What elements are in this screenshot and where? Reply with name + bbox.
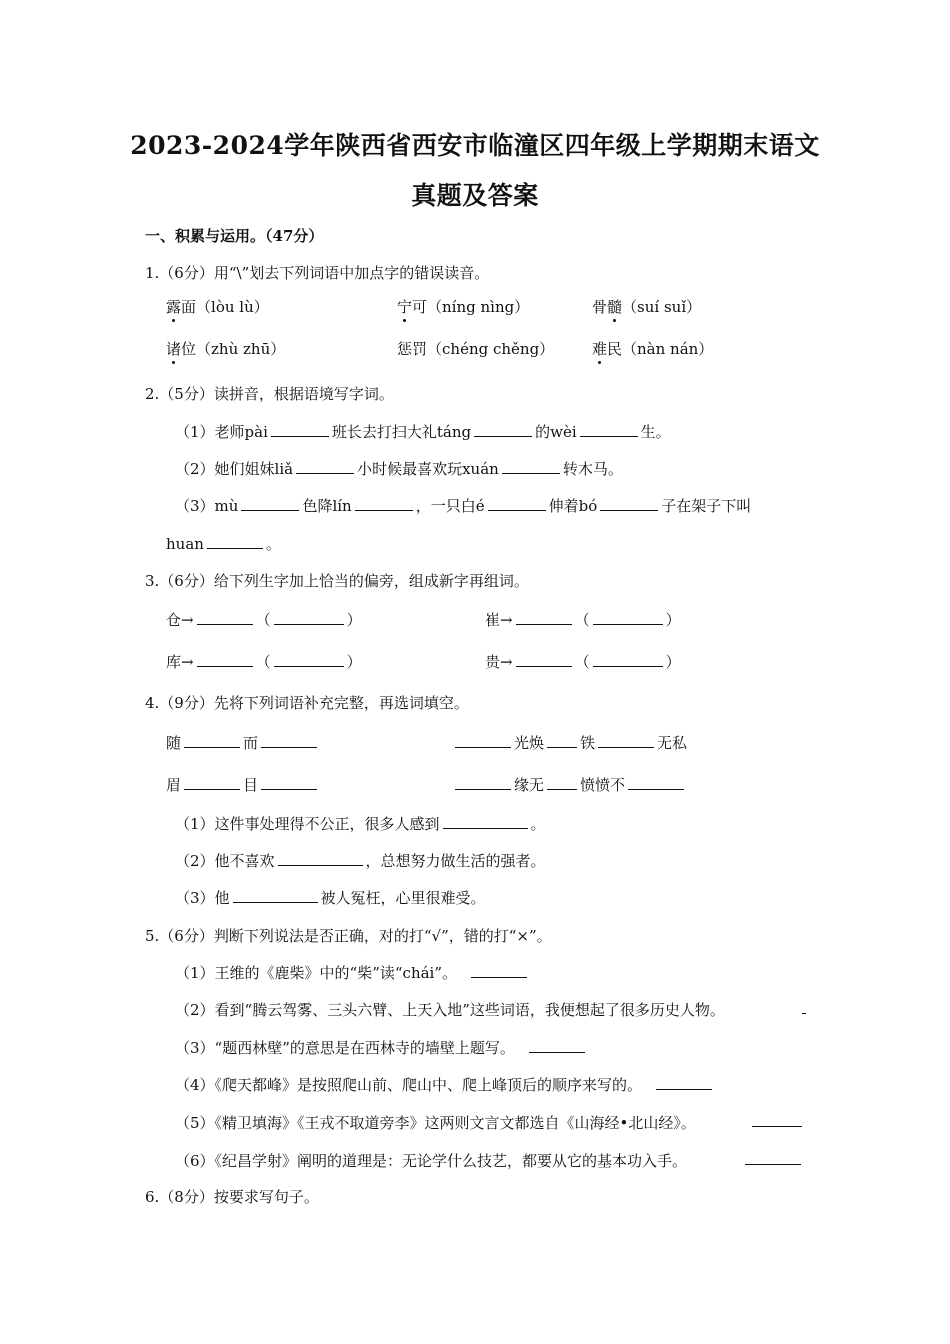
q1-item-1: 露面（lòu lù） (166, 298, 269, 316)
section-heading: 一、积累与运用。（47分） (145, 227, 324, 245)
blank[interactable] (745, 1150, 801, 1169)
question-6: 6.（8分）按要求写句子。 (145, 1188, 319, 1206)
question-4: 4.（9分）先将下列词语补充完整，再选词填空。 (145, 694, 469, 712)
blank[interactable] (197, 652, 253, 667)
page-title-line2: 真题及答案 (411, 181, 539, 210)
q1-item-4: 诸位（zhù zhū） (166, 340, 286, 358)
blank[interactable] (471, 963, 527, 978)
blank[interactable] (455, 733, 511, 748)
q1-item-6: 难民（nàn nán） (592, 340, 714, 358)
blank[interactable] (271, 422, 329, 437)
blank[interactable] (802, 999, 806, 1018)
blank[interactable] (207, 534, 263, 549)
q3-item-4: 贵→ （ ） (485, 653, 681, 671)
blank[interactable] (502, 459, 560, 474)
blank[interactable] (261, 775, 317, 790)
q4-idiom-4: 缘无 愤愤不 (452, 774, 687, 795)
blank[interactable] (455, 775, 511, 790)
blank[interactable] (547, 775, 577, 790)
blank[interactable] (628, 775, 684, 790)
q4-idiom-3: 眉 目 (166, 774, 320, 795)
q5-item-5: （5）《精卫填海》《王戎不取道旁李》这两则文言文都选自《山海经•北山经》。 (175, 1114, 696, 1132)
blank[interactable] (233, 888, 318, 903)
q2-sentence-1: （1）老师pài 班长去打扫大礼táng 的wèi 生。 (175, 423, 671, 441)
blank[interactable] (593, 652, 663, 667)
q1-item-2: 宁可（níng nìng） (397, 298, 530, 316)
blank[interactable] (274, 610, 344, 625)
q2-sentence-3: （3）mù 色降lín ，一只白é 伸着bó 子在架子下叫 (175, 497, 752, 515)
blank[interactable] (296, 459, 354, 474)
question-1: 1.（6分）用“\”划去下列词语中加点字的错误读音。 (145, 264, 490, 282)
blank[interactable] (184, 733, 240, 748)
q5-item-3: （3）“题西林壁”的意思是在西林寺的墙壁上题写。 (175, 1037, 588, 1058)
q3-item-1: 仓→ （ ） (166, 611, 362, 629)
blank[interactable] (580, 422, 638, 437)
q4-idiom-2: 光焕 铁 无私 (452, 732, 687, 753)
q5-item-1: （1）王维的《鹿柴》中的“柴”读“chái”。 (175, 962, 530, 983)
blank[interactable] (197, 610, 253, 625)
blank[interactable] (241, 496, 299, 511)
q3-item-3: 库→ （ ） (166, 653, 362, 671)
blank[interactable] (656, 1075, 712, 1090)
q4-sentence-1: （1）这件事处理得不公正，很多人感到 。 (175, 815, 546, 833)
q1-item-5: 惩罚（chéng chěng） (397, 340, 555, 358)
blank[interactable] (184, 775, 240, 790)
blank[interactable] (443, 814, 528, 829)
blank[interactable] (600, 496, 658, 511)
blank[interactable] (593, 610, 663, 625)
question-5: 5.（6分）判断下列说法是否正确，对的打“√”，错的打“×”。 (145, 927, 552, 945)
blank[interactable] (261, 733, 317, 748)
q2-sentence-3-cont: huan 。 (166, 535, 281, 553)
q3-item-2: 崔→ （ ） (485, 611, 681, 629)
blank[interactable] (752, 1112, 802, 1131)
blank[interactable] (274, 652, 344, 667)
q5-item-2: （2）看到“腾云驾雾、三头六臂、上天入地”这些词语，我便想起了很多历史人物。 (175, 1001, 725, 1019)
q5-item-6: （6）《纪昌学射》阐明的道理是：无论学什么技艺，都要从它的基本功入手。 (175, 1152, 688, 1170)
blank[interactable] (355, 496, 413, 511)
blank[interactable] (529, 1038, 585, 1053)
blank[interactable] (598, 733, 654, 748)
q4-sentence-2: （2）他不喜欢 ，总想努力做生活的强者。 (175, 852, 546, 870)
question-2: 2.（5分）读拼音，根据语境写字词。 (145, 385, 394, 403)
q1-item-3: 骨髓（suí suǐ） (592, 298, 702, 316)
blank[interactable] (488, 496, 546, 511)
page-title-line1: 2023-2024学年陕西省西安市临潼区四年级上学期期末语文 (130, 131, 820, 160)
blank[interactable] (278, 851, 363, 866)
question-3: 3.（6分）给下列生字加上恰当的偏旁，组成新字再组词。 (145, 572, 529, 590)
blank[interactable] (474, 422, 532, 437)
q4-sentence-3: （3）他 被人冤枉，心里很难受。 (175, 889, 486, 907)
blank[interactable] (516, 652, 572, 667)
q5-item-4: （4）《爬天都峰》是按照爬山前、爬山中、爬上峰顶后的顺序来写的。 (175, 1074, 715, 1095)
blank[interactable] (547, 733, 577, 748)
blank[interactable] (516, 610, 572, 625)
q2-sentence-2: （2）她们姐妹liǎ 小时候最喜欢玩xuán 转木马。 (175, 460, 623, 478)
q4-idiom-1: 随 而 (166, 732, 320, 753)
